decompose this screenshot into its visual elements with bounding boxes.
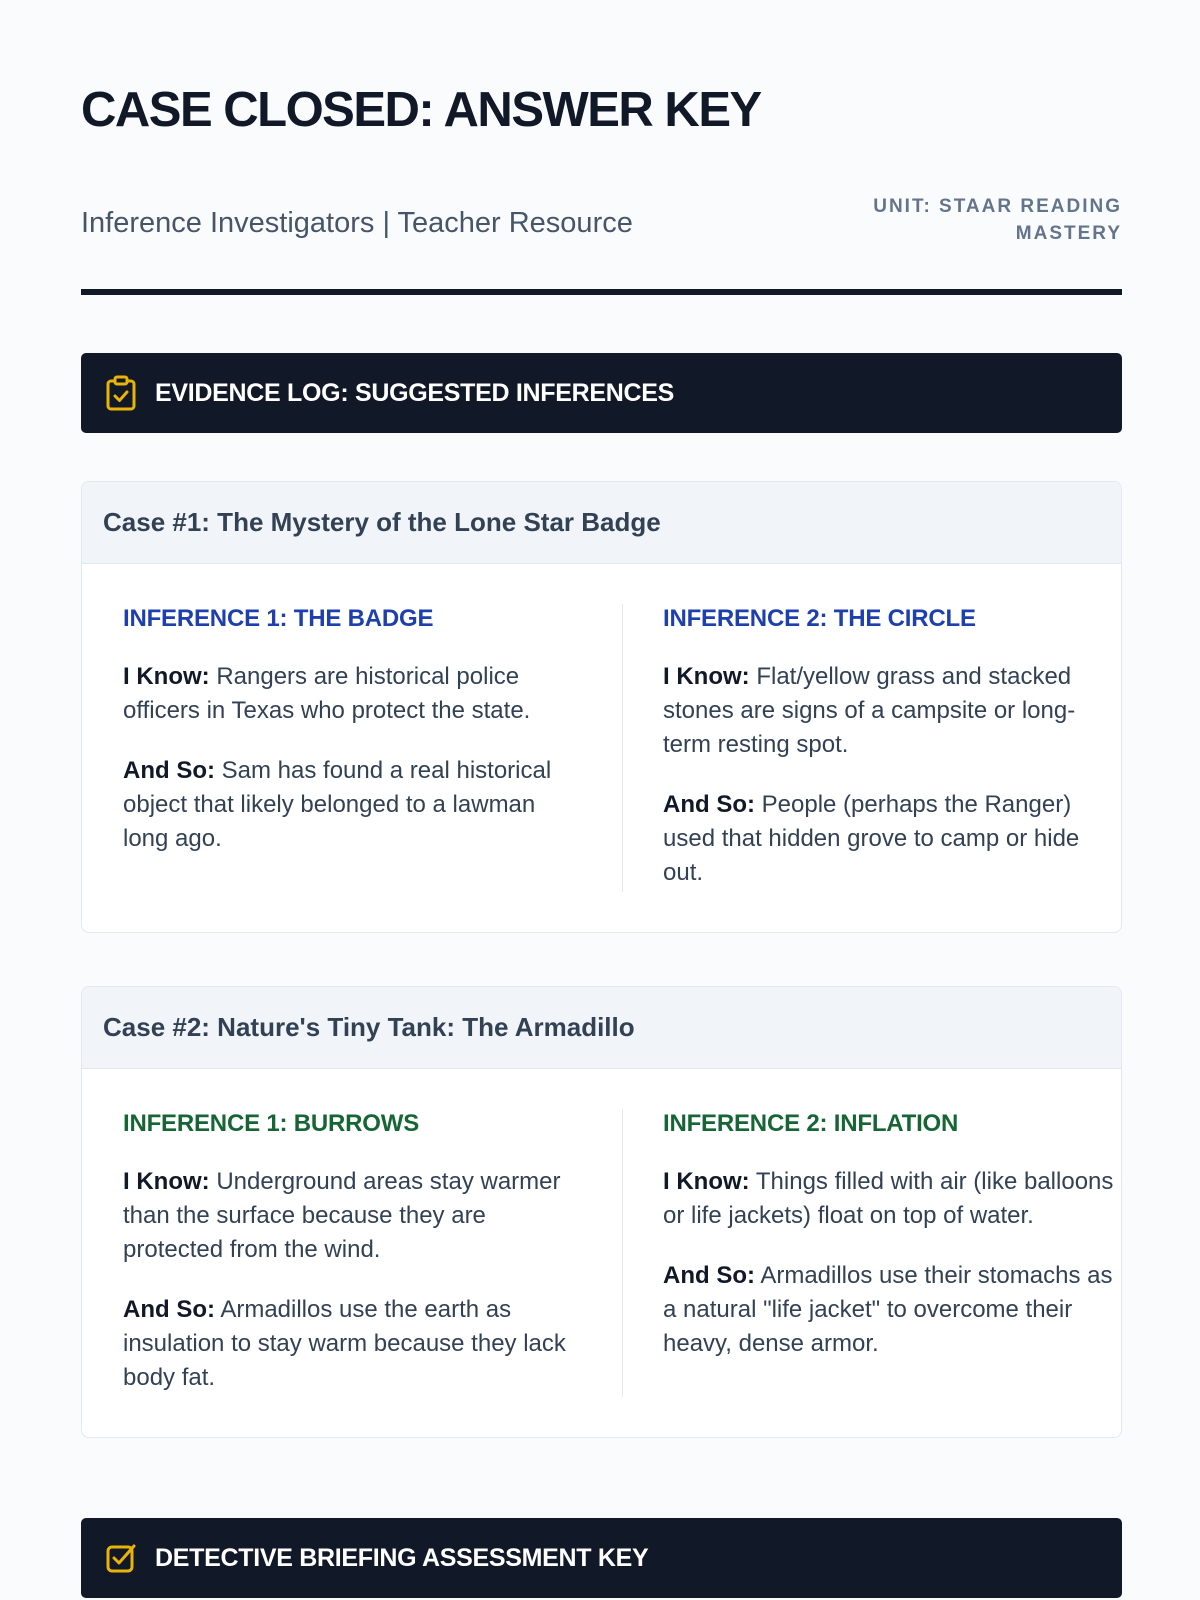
inference-column bbox=[663, 604, 1122, 916]
inference-heading: INFERENCE 2: THE CIRCLE bbox=[663, 605, 976, 632]
inference-heading: INFERENCE 1: BURROWS bbox=[123, 1110, 420, 1137]
page-subtitle: Inference Investigators | Teacher Resource bbox=[81, 207, 633, 239]
and-so-text: And So: Armadillos use their stomachs as a natural "life jacket" to overcome their heavy, dense armor. bbox=[663, 1262, 1113, 1357]
i-know-text: I Know: Things filled with air (like balloons or life jackets) float on top of water. bbox=[663, 1168, 1114, 1229]
inference-heading: INFERENCE 1: THE BADGE bbox=[123, 605, 434, 632]
case-title: Case #2: Nature's Tiny Tank: The Armadillo bbox=[82, 987, 1121, 1069]
inference-column bbox=[123, 1109, 583, 1421]
and-so-text: And So: Armadillos use the earth as insulation to stay warm because they lack body fat. bbox=[123, 1296, 566, 1391]
clipboard-check-icon bbox=[105, 375, 137, 411]
i-know-text: I Know: Flat/yellow grass and stacked stones are signs of a campsite or long-term resting spot. bbox=[663, 663, 1076, 758]
inference-column bbox=[123, 604, 583, 882]
evidence-log-banner bbox=[81, 353, 1122, 433]
page-header bbox=[81, 80, 1122, 295]
evidence-log-label: EVIDENCE LOG: SUGGESTED INFERENCES bbox=[155, 378, 675, 407]
briefing-key-label: DETECTIVE BRIEFING ASSESSMENT KEY bbox=[155, 1543, 649, 1572]
and-so-text: And So: Sam has found a real historical object that likely belonged to a lawman long ago. bbox=[123, 757, 552, 852]
briefing-key-banner bbox=[81, 1518, 1122, 1598]
case-card-1 bbox=[81, 481, 1122, 933]
unit-label: UNIT: STAAR READING MASTERY bbox=[873, 196, 1122, 244]
inference-column bbox=[663, 1109, 1122, 1387]
and-so-text: And So: People (perhaps the Ranger) used that hidden grove to camp or hide out. bbox=[663, 791, 1080, 886]
checkbox-icon bbox=[105, 1540, 137, 1576]
i-know-text: I Know: Underground areas stay warmer than the surface because they are protected from the wind. bbox=[123, 1168, 561, 1263]
column-divider bbox=[622, 1109, 623, 1397]
inference-heading: INFERENCE 2: INFLATION bbox=[663, 1110, 959, 1137]
column-divider bbox=[622, 604, 623, 892]
i-know-text: I Know: Rangers are historical police officers in Texas who protect the state. bbox=[123, 663, 531, 724]
page-title: CASE CLOSED: ANSWER KEY bbox=[81, 83, 761, 137]
case-title: Case #1: The Mystery of the Lone Star Badge bbox=[82, 482, 1121, 564]
case-card-2 bbox=[81, 986, 1122, 1438]
